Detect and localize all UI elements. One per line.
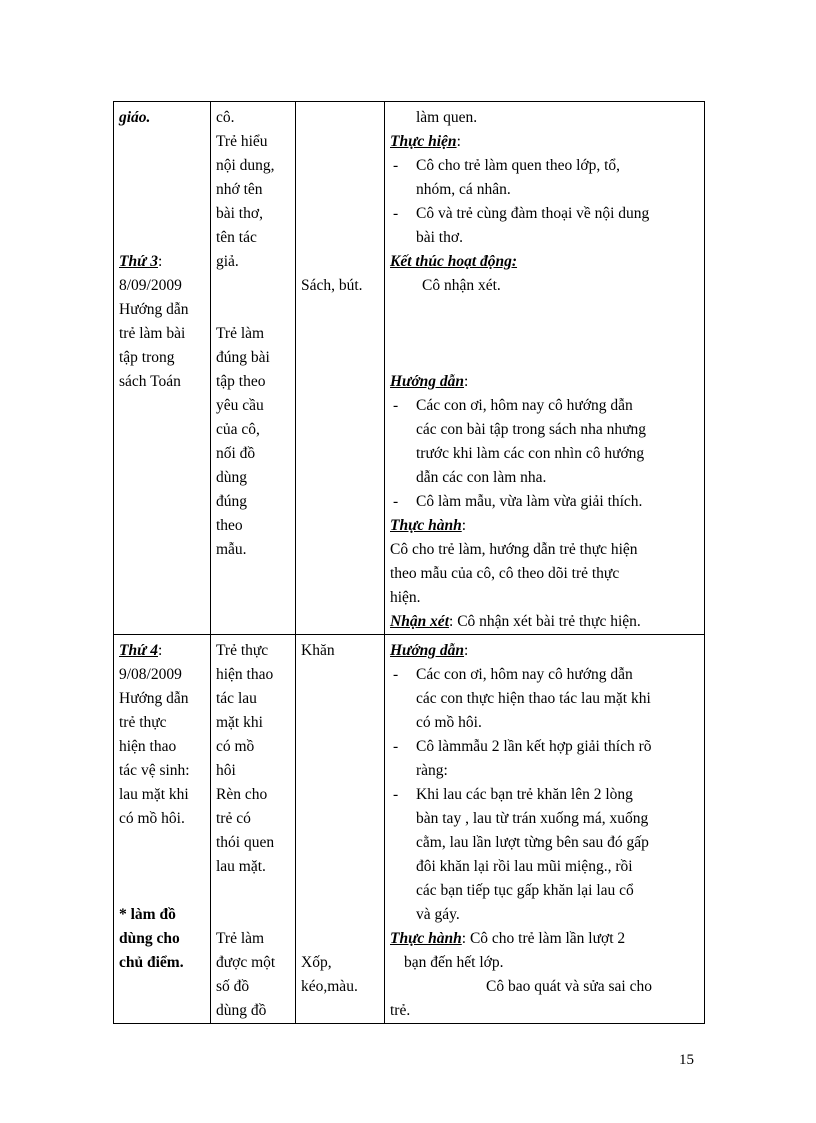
materials-text: Khăn bbox=[301, 642, 335, 659]
table-row bbox=[114, 635, 705, 1024]
activity-title-line: có mồ hôi. bbox=[119, 810, 185, 827]
objective-line: nối đồ bbox=[216, 445, 256, 462]
lesson-plan-table bbox=[113, 101, 705, 1024]
procedure-line: theo mẫu của cô, cô theo dõi trẻ thực bbox=[390, 565, 620, 582]
bullet-line: - Các con ơi, hôm nay cô hướng dẫn bbox=[390, 663, 699, 687]
procedure-line: Cô nhận xét. bbox=[422, 277, 501, 294]
extra-activity-line: dùng cho bbox=[119, 930, 180, 947]
bullet-cont: các con thực hiện thao tác lau mặt khi bbox=[416, 690, 651, 707]
bullet-line: - Cô làmmẫu 2 lần kết hợp giải thích rõ bbox=[390, 735, 699, 759]
bullet-cont: bàn tay , lau từ trán xuống má, xuống bbox=[416, 810, 649, 827]
objective-line: yêu cầu bbox=[216, 397, 264, 414]
activity-title-line: hiện thao bbox=[119, 738, 177, 755]
activity-title-line: trẻ thực bbox=[119, 714, 167, 731]
procedure-line: hiện. bbox=[390, 589, 421, 606]
bullet-line: - Các con ơi, hôm nay cô hướng dẫn bbox=[390, 394, 699, 418]
section-heading: Hướng dẫn: bbox=[390, 642, 469, 659]
procedure-cell bbox=[385, 102, 705, 635]
extra-activity-line: chủ điểm. bbox=[119, 954, 184, 971]
objective-line: Trẻ làm bbox=[216, 930, 265, 947]
objective-line: hôi bbox=[216, 762, 236, 779]
materials-cell bbox=[296, 635, 385, 1024]
section-heading: Thực hành: bbox=[390, 517, 467, 534]
day-label: Thứ 3: bbox=[119, 253, 163, 270]
objective-line: bài thơ, bbox=[216, 205, 263, 222]
objective-line: Trẻ hiểu bbox=[216, 133, 268, 150]
objective-line: hiện thao bbox=[216, 666, 274, 683]
procedure-line: Nhận xét: Cô nhận xét bài trẻ thực hiện. bbox=[390, 613, 641, 630]
table-row bbox=[114, 102, 705, 635]
objective-line: Rèn cho bbox=[216, 786, 268, 803]
bullet-cont: trước khi làm các con nhìn cô hướng bbox=[416, 445, 645, 462]
section-heading: Kết thúc hoạt động: bbox=[390, 253, 518, 270]
objective-line: đúng bài bbox=[216, 349, 270, 366]
bullet-line: - Cô cho trẻ làm quen theo lớp, tổ, bbox=[390, 154, 699, 178]
procedure-line: trẻ. bbox=[390, 1002, 411, 1019]
objective-line: đúng bbox=[216, 493, 247, 510]
objective-cell bbox=[211, 102, 296, 635]
bullet-cont: nhóm, cá nhân. bbox=[416, 181, 511, 198]
procedure-line: làm quen. bbox=[416, 109, 478, 126]
section-heading: Hướng dẫn: bbox=[390, 373, 469, 390]
procedure-line: Cô bao quát và sửa sai cho bbox=[486, 978, 652, 995]
objective-line: theo bbox=[216, 517, 243, 534]
objective-line: giả. bbox=[216, 253, 239, 270]
extra-activity-line: * làm đồ bbox=[119, 906, 176, 923]
procedure-line: bạn đến hết lớp. bbox=[404, 954, 504, 971]
materials-text: Sách, bút. bbox=[301, 277, 363, 294]
objective-line: nội dung, bbox=[216, 157, 275, 174]
objective-line: số đồ bbox=[216, 978, 250, 995]
day-cell bbox=[114, 102, 211, 635]
section-heading: Thực hiện: bbox=[390, 133, 461, 150]
bullet-line: - Khi lau các bạn trẻ khăn lên 2 lòng bbox=[390, 783, 699, 807]
date: 8/09/2009 bbox=[119, 277, 182, 294]
procedure-line: Thực hành: Cô cho trẻ làm lần lượt 2 bbox=[390, 930, 626, 947]
objective-line: Trẻ thực bbox=[216, 642, 269, 659]
materials-cell bbox=[296, 102, 385, 635]
activity-title-line: tác vệ sinh: bbox=[119, 762, 190, 779]
objective-line: tác lau bbox=[216, 690, 257, 707]
bullet-cont: cằm, lau lần lượt từng bên sau đó gấp bbox=[416, 834, 649, 851]
cell-text: giáo. bbox=[119, 109, 151, 126]
activity-title-line: trẻ làm bài bbox=[119, 325, 186, 342]
objective-line: lau mặt. bbox=[216, 858, 266, 875]
activity-title-line: Hướng dẫn bbox=[119, 301, 189, 318]
day-cell bbox=[114, 635, 211, 1024]
bullet-cont: bài thơ. bbox=[416, 229, 463, 246]
materials-text: Xốp, bbox=[301, 954, 332, 971]
objective-line: thói quen bbox=[216, 834, 275, 851]
activity-title-line: lau mặt khi bbox=[119, 786, 189, 803]
objective-cell bbox=[211, 635, 296, 1024]
bullet-cont: có mồ hôi. bbox=[416, 714, 482, 731]
objective-line: nhớ tên bbox=[216, 181, 263, 198]
objective-line: tên tác bbox=[216, 229, 257, 246]
activity-title-line: sách Toán bbox=[119, 373, 181, 390]
objective-line: Trẻ làm bbox=[216, 325, 265, 342]
bullet-cont: các con bài tập trong sách nha nhưng bbox=[416, 421, 647, 438]
date: 9/08/2009 bbox=[119, 666, 182, 683]
bullet-cont: đôi khăn lại rồi lau mũi miệng., rồi bbox=[416, 858, 633, 875]
day-label: Thứ 4: bbox=[119, 642, 163, 659]
objective-line: trẻ có bbox=[216, 810, 251, 827]
bullet-cont: ràng: bbox=[416, 762, 448, 779]
objective-line: dùng đồ bbox=[216, 1002, 267, 1019]
page-number: 15 bbox=[679, 1052, 694, 1068]
objective-line: được một bbox=[216, 954, 276, 971]
objective-line: cô. bbox=[216, 109, 235, 126]
bullet-line: - Cô và trẻ cùng đàm thoại về nội dung bbox=[390, 202, 699, 226]
procedure-line: Cô cho trẻ làm, hướng dẫn trẻ thực hiện bbox=[390, 541, 638, 558]
objective-line: dùng bbox=[216, 469, 247, 486]
procedure-cell bbox=[385, 635, 705, 1024]
objective-line: có mồ bbox=[216, 738, 255, 755]
bullet-cont: và gáy. bbox=[416, 906, 460, 923]
bullet-cont: dẫn các con làm nha. bbox=[416, 469, 547, 486]
activity-title-line: Hướng dẫn bbox=[119, 690, 189, 707]
objective-line: tập theo bbox=[216, 373, 266, 390]
bullet-line: - Cô làm mẫu, vừa làm vừa giải thích. bbox=[390, 490, 699, 514]
objective-line: mặt khi bbox=[216, 714, 263, 731]
activity-title-line: tập trong bbox=[119, 349, 175, 366]
objective-line: của cô, bbox=[216, 421, 260, 438]
objective-line: mẫu. bbox=[216, 541, 247, 558]
bullet-cont: các bạn tiếp tục gấp khăn lại lau cổ bbox=[416, 882, 634, 899]
materials-text: kéo,màu. bbox=[301, 978, 358, 995]
